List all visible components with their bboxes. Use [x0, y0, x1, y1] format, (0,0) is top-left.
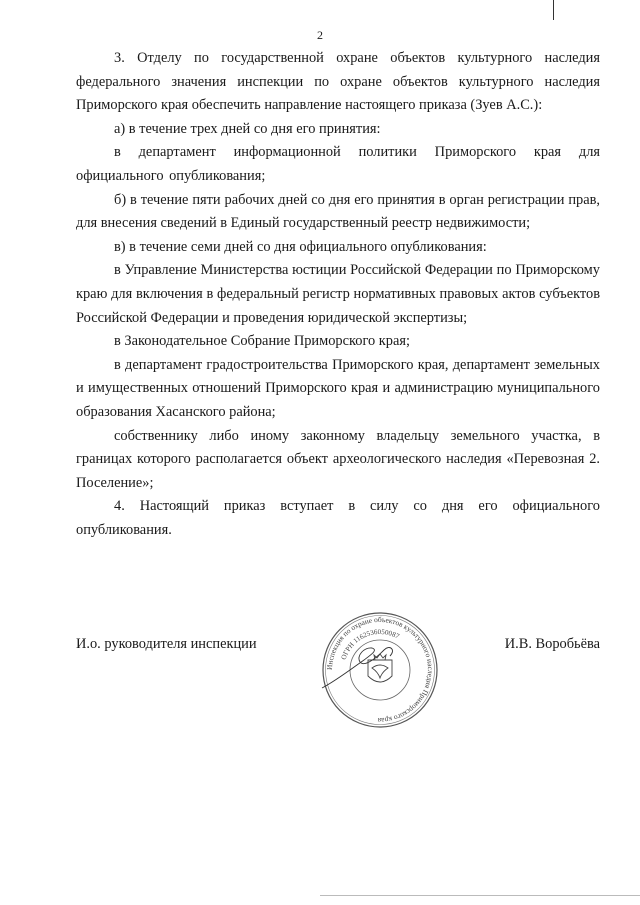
paragraph-3b: б) в течение пяти рабочих дней со дня его принятия в орган регистрации прав, для внесения сведений в Единый государственный реестр недвижимости;: [76, 191, 600, 232]
seal-outer-text: Инспекция по охране объектов культурного наследия Приморского края: [324, 614, 436, 726]
paragraph-3v-recipient-owner: собственнику либо иному законному владельцу земельного участка, в границах которого располагается объект археологического наследия «Перевозная 2. Поселение»;: [76, 427, 600, 491]
paragraph-3v-recipient-assembly: в Законодательное Собрание Приморского края;: [114, 333, 410, 350]
document-body: [76, 47, 600, 542]
paragraph-3v-recipient-justice: в Управление Министерства юстиции Российской Федерации по Приморскому краю для включения в федеральный регистр нормативных правовых актов субъектов Российской Федерации и проведения юридической экспертизы;: [76, 262, 600, 326]
paragraph-3v: в) в течение семи дней со дня официального опубликования:: [114, 238, 487, 255]
page-bottom-rule: [320, 895, 640, 896]
official-seal: [320, 610, 440, 730]
paragraph-3: 3. Отделу по государственной охране объектов культурного наследия федерального значения инспекции по охране объектов культурного наследия Приморского края обеспечить направление настоящего приказа (Зуев А.С.):: [76, 50, 600, 114]
paragraph-4: 4. Настоящий приказ вступает в силу со дня его официального опубликования.: [76, 498, 600, 538]
signer-position: И.о. руководителя инспекции: [76, 636, 257, 652]
signer-name: И.В. Воробьёва: [504, 636, 600, 652]
corner-mark: [553, 0, 554, 20]
seal-ogrn: ОГРН 1162536050087: [339, 627, 401, 661]
seal-emblem-icon: [368, 654, 392, 682]
paragraph-3a-recipient: в департамент информационной политики Приморского края для официального опубликования;: [76, 144, 600, 184]
paragraph-3a: а) в течение трех дней со дня его принятия:: [114, 120, 381, 137]
page-number: 2: [317, 28, 323, 42]
paragraph-3v-recipient-departments: в департамент градостроительства Приморского края, департамент земельных и имущественных отношений Приморского края и администрацию муниципального образования Хасанского района;: [76, 356, 600, 420]
